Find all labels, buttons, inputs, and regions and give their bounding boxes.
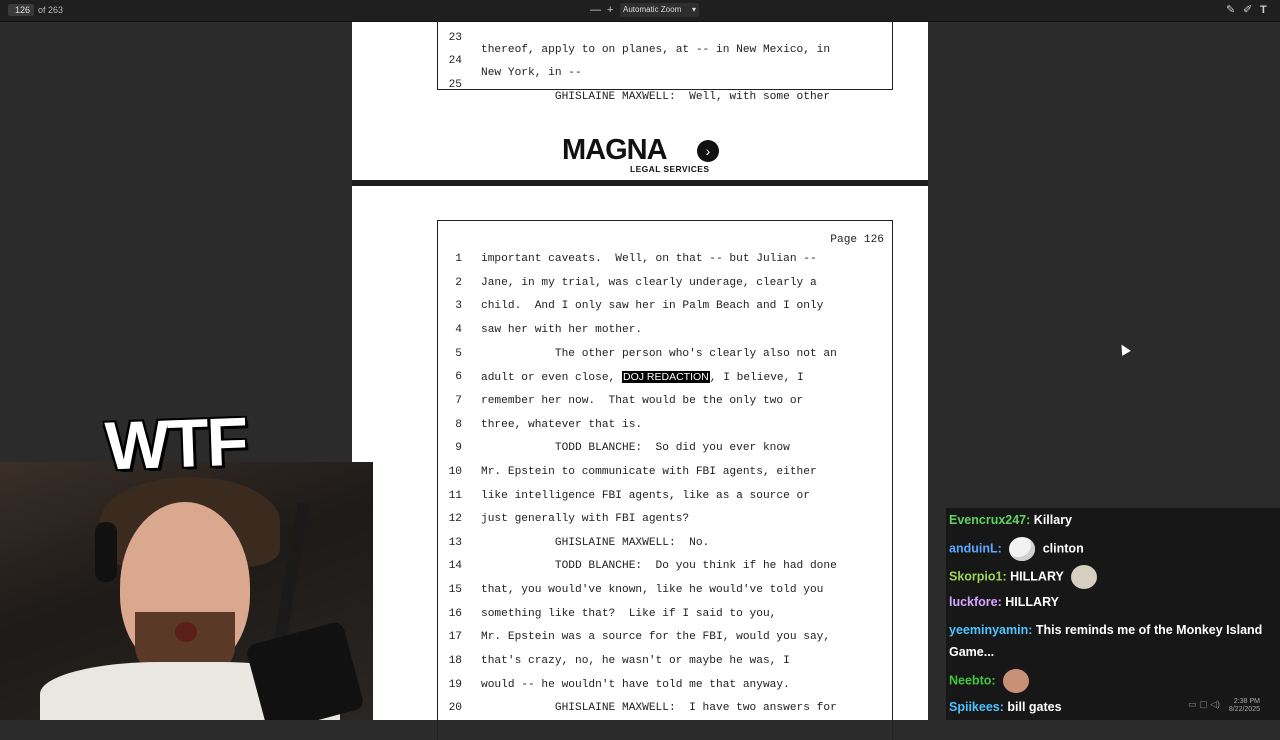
chat-message [949,537,1084,561]
page-count-label: of 263 [38,5,64,15]
transcript-line [438,277,894,297]
line-text: that's crazy, no, he wasn't or maybe he was, I [481,655,790,668]
logo-arrow-icon: › [697,140,719,162]
pdf-page-125 [352,22,928,180]
transcript-line [438,655,894,675]
transcript-line [438,348,894,368]
line-number: 18 [448,655,462,668]
transcript-line [438,513,894,533]
transcript-line [438,537,894,557]
transcript-line [438,67,894,103]
line-number: 8 [455,418,462,431]
zoom-select[interactable] [620,3,699,17]
line-text: Mr. Epstein to communicate with FBI agents, either [481,465,817,478]
system-clock [1229,698,1260,714]
chat-text: Game... [949,645,995,659]
line-number: 6 [455,371,462,384]
chat-message [949,565,1101,589]
line-text: saw her with her mother. [481,323,643,336]
line-number: 19 [448,678,462,691]
line-number: 11 [448,489,462,502]
text-icon[interactable]: T [1260,4,1267,16]
line-number: 10 [448,465,462,478]
line-number: 4 [455,323,462,336]
dice-emote-icon [1009,537,1035,561]
line-number: 12 [448,513,462,526]
line-text: three, whatever that is. [481,418,643,431]
line-text: just generally with FBI agents? [481,513,690,526]
line-text: The other person who's clearly also not an [481,347,837,360]
clock-time: 2:38 PM [1233,698,1260,705]
line-text: something like that? Like if I said to you, [481,607,777,620]
webcam-feed [0,462,373,720]
transcript-line [438,608,894,628]
chat-text: bill gates [1007,700,1062,714]
transcript-line [438,466,894,486]
chat-text: Killary [1033,513,1073,527]
line-number: 24 [448,55,462,67]
page-number-label: Page 126 [830,234,884,246]
chat-username: yeeminyamin: [949,623,1033,637]
transcript-line [438,490,894,510]
line-text: like intelligence FBI agents, like as a source or [481,489,810,502]
redaction-label: DOJ REDACTION [623,371,709,384]
line-text: thereof, apply to on planes, at -- in New Mexico, in [481,44,831,56]
transcript-line [438,371,894,391]
logo-wordmark: MAGNA [562,134,667,166]
transcript-line [438,679,894,699]
transcript-line [438,631,894,651]
chat-message [949,669,1033,693]
line-number: 17 [448,631,462,644]
line-text: GHISLAINE MAXWELL: Well, with some other [481,91,831,103]
line-number: 1 [455,253,462,265]
clock-date: 8/22/2025 [1228,706,1260,713]
transcript-line [438,253,894,273]
transcript-line [438,419,894,439]
line-text: GHISLAINE MAXWELL: No. [481,536,710,549]
line-text: GHISLAINE MAXWELL: I have two answers for [481,702,837,715]
skull-emote-icon [1071,565,1097,589]
line-number: 3 [455,300,462,313]
wtf-overlay-text: WTF [103,403,248,485]
line-text: Mr. Epstein was a source for the FBI, would you say, [481,631,831,644]
transcript-line [438,300,894,320]
line-text: remember her now. That would be the only two or [481,394,804,407]
line-number: 23 [448,32,462,44]
chat-username: Neebto: [949,673,996,688]
chat-message [949,592,1059,612]
chat-message [949,510,1072,530]
line-number: 20 [448,702,462,715]
line-text: TODD BLANCHE: So did you ever know [481,442,790,455]
transcript-box [437,220,893,740]
line-text: Jane, in my trial, was clearly underage, clearly a [481,276,817,289]
line-text: TODD BLANCHE: Do you think if he had done [481,560,837,573]
mouse-cursor [1117,342,1131,356]
zoom-out-button[interactable]: — [590,4,601,16]
transcript-line [438,43,894,79]
line-text: that, you would've known, like he would've told you [481,584,824,597]
line-text: child. And I only saw her in Palm Beach and I only [481,300,824,313]
pdf-page-126 [352,186,928,720]
headphones [95,522,117,582]
page-number-input[interactable]: 126 [8,4,34,16]
line-text: important caveats. Well, on that -- but Julian -- [481,253,817,265]
line-number: 2 [455,276,462,289]
chat-text: HILLARY [1005,595,1059,609]
line-number: 14 [448,560,462,573]
line-number: 5 [455,347,462,360]
chevron-down-icon: ▾ [691,5,696,14]
chat-text: This reminds me of the Monkey Island [1035,623,1263,637]
magna-logo [562,134,732,174]
line-text-after: , I believe, I [709,372,804,385]
highlight-icon[interactable]: ✎ [1226,4,1236,16]
chat-overlay [946,508,1280,720]
line-number: 16 [448,607,462,620]
logo-subtitle: LEGAL SERVICES [630,164,710,174]
chat-username: Skorpio1: [949,569,1007,584]
draw-icon[interactable]: ✐ [1243,4,1253,16]
pdf-toolbar [0,0,1280,22]
line-text [481,371,804,384]
line-text: would -- he wouldn't have told me that anyway. [481,678,790,691]
streamer-mouth [175,622,197,642]
chat-text: clinton [1042,541,1084,556]
transcript-line [438,324,894,344]
transcript-line [438,395,894,415]
transcript-line [438,560,894,580]
chat-username: anduinL: [949,541,1002,556]
chat-message [949,697,1062,717]
transcript-line [438,702,894,722]
line-number: 9 [455,442,462,455]
line-number: 15 [448,584,462,597]
line-number: 25 [448,79,462,91]
tray-icons: ▭ ▢ ◁) [1188,699,1220,709]
line-text: New York, in -- [481,67,582,79]
line-text-before: adult or even close, [481,372,622,385]
chat-text: HILLARY [1010,569,1064,584]
transcript-box [437,20,893,103]
microphone [245,621,365,720]
face-emote-icon [1003,669,1029,693]
transcript-line [438,584,894,604]
chat-username: luckfore: [949,595,1002,609]
chat-message [949,620,1262,640]
zoom-level-label: Automatic Zoom [623,5,682,14]
line-number: 13 [448,536,462,549]
chat-username: Evencrux247: [949,513,1031,527]
chat-username: Spiikees: [949,700,1004,714]
chat-message-continuation [949,642,994,662]
transcript-line [438,20,894,56]
zoom-in-button[interactable]: + [607,4,614,16]
line-number: 7 [455,394,462,407]
transcript-line [438,442,894,462]
